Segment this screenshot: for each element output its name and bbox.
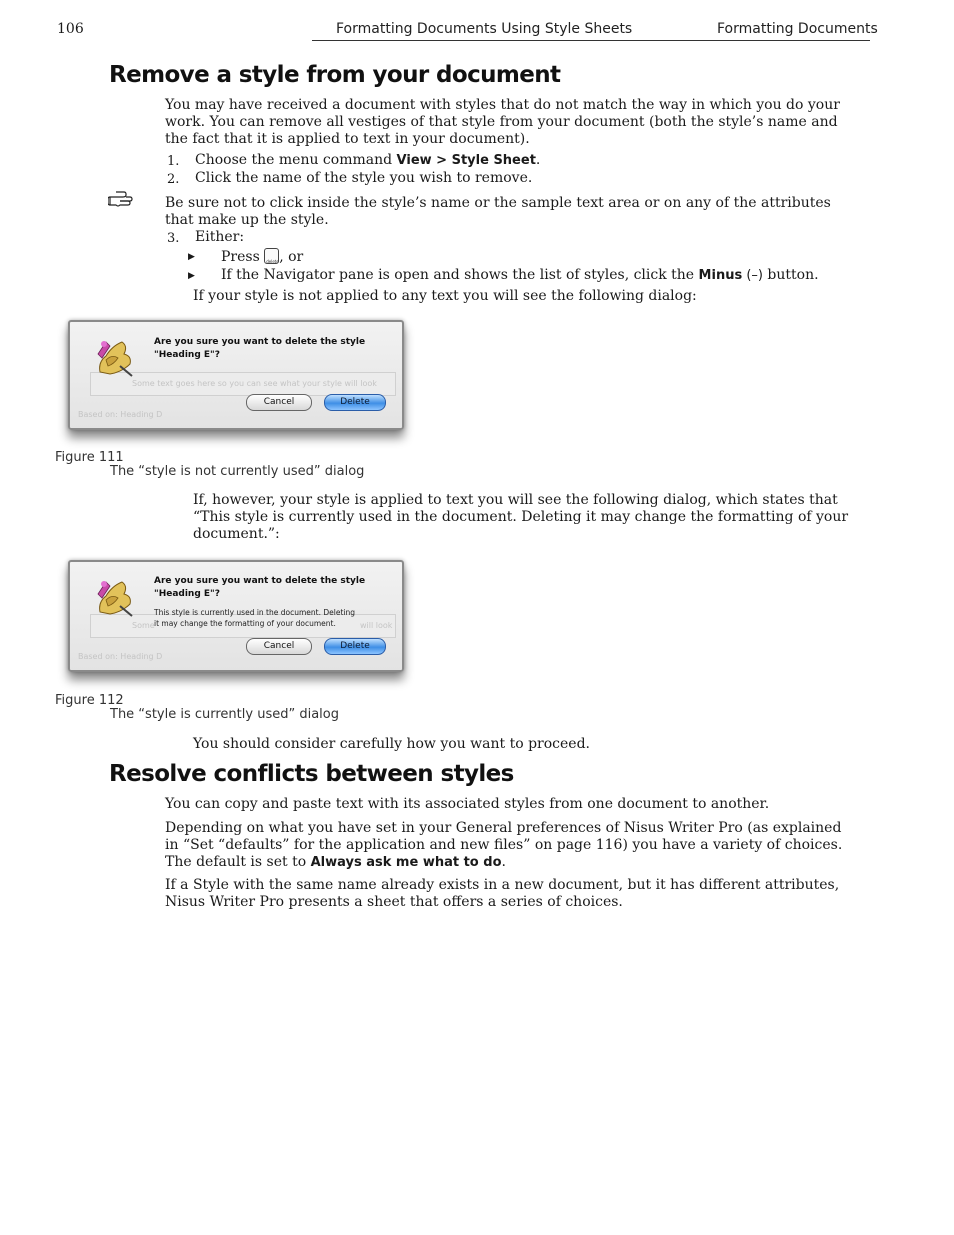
bullet-text-pre: If the Navigator pane is open and shows the list of styles, click the xyxy=(221,267,699,283)
always-ask-option: Always ask me what to do xyxy=(310,855,502,870)
bullet-marker-icon: ▶ xyxy=(188,252,195,262)
intro-paragraph: You may have received a document with styles that do not match the way in which you do your work. You can remove all vestiges of that style from your document (both the style’s name and the fact that it is applied to text in your document). xyxy=(165,97,840,147)
same-name-paragraph: If a Style with the same name already exists in a new document, but it has different attributes, Nisus Writer Pro presents a sheet that offers a series of choices. xyxy=(165,877,840,910)
step-number: 2. xyxy=(167,172,180,187)
copy-paste-paragraph: You can copy and paste text with its associated styles from one document to another. xyxy=(165,796,770,812)
section-heading-resolve-conflicts: Resolve conflicts between styles xyxy=(109,761,514,787)
bullet-text xyxy=(221,248,303,266)
dialog-title-line: "Heading E"? xyxy=(154,589,220,599)
section-heading-remove-style: Remove a style from your document xyxy=(109,62,561,88)
bullet-text-pre: Press xyxy=(221,249,265,265)
preferences-text: Depending on what you have set in your General preferences of Nisus Writer Pro (as explained in “Set “defaults” for the application and new files” on page 116) you have a variety of choices. The default is set to xyxy=(165,820,843,870)
dialog-title-line: Are you sure you want to delete the style xyxy=(154,576,366,586)
bullet-text-post: , or xyxy=(279,249,304,265)
preferences-text-post: . xyxy=(501,854,506,870)
ghost-based-on: Based on: Heading D xyxy=(78,652,163,661)
step-text-post: . xyxy=(535,152,541,168)
step-text: Either: xyxy=(195,229,245,245)
bullet-text xyxy=(221,267,819,284)
header-rule xyxy=(312,40,870,41)
dialog-lead-in: If your style is not applied to any text you will see the following dialog: xyxy=(193,288,697,304)
figure-112-label: Figure 112 xyxy=(55,693,124,708)
delete-button[interactable]: Delete xyxy=(324,638,386,655)
running-header-chapter: Formatting Documents Using Style Sheets xyxy=(336,21,633,37)
delete-style-dialog xyxy=(68,320,404,430)
dialog-message xyxy=(154,607,355,629)
dialog-title-line: Are you sure you want to delete the style xyxy=(154,337,366,347)
nisus-writer-app-icon xyxy=(92,332,140,380)
delete-button[interactable]: Delete xyxy=(324,394,386,411)
cancel-button[interactable]: Cancel xyxy=(246,394,312,411)
figure-111-image xyxy=(68,320,404,430)
page-number: 106 xyxy=(57,21,84,37)
figure-111-label: Figure 111 xyxy=(55,450,124,465)
figure-112-image xyxy=(68,560,404,672)
menu-command: View > Style Sheet xyxy=(396,153,536,168)
proceed-paragraph: You should consider carefully how you want to proceed. xyxy=(193,736,590,752)
step-number: 3. xyxy=(167,231,180,246)
dialog-title xyxy=(154,575,365,601)
step-text-pre: Choose the menu command xyxy=(195,152,397,168)
ghost-sample-text: Some text goes here so you can see what your style will look xyxy=(132,379,377,388)
ghost-sample-text: Some xyxy=(132,621,155,630)
minus-symbol: (–) xyxy=(742,268,763,283)
dialog-title-line: "Heading E"? xyxy=(154,350,220,360)
preferences-paragraph xyxy=(165,820,850,871)
dialog-message-line: it may change the formatting of your document. xyxy=(154,619,336,628)
dialog-title xyxy=(154,336,365,362)
step-text xyxy=(195,152,540,169)
dialog-message-line: This style is currently used in the document. Deleting xyxy=(154,608,355,617)
ghost-sample-text-end: will look xyxy=(360,621,393,630)
delete-style-dialog xyxy=(68,560,404,672)
minus-command: Minus xyxy=(698,268,743,283)
ghost-based-on: Based on: Heading D xyxy=(78,410,163,419)
step-text: Click the name of the style you wish to remove. xyxy=(195,170,533,186)
note-text: Be sure not to click inside the style’s name or the sample text area or on any of the attributes that make up the style. xyxy=(165,195,831,228)
figure-112-caption: The “style is currently used” dialog xyxy=(110,707,339,722)
pointing-hand-icon xyxy=(108,190,136,210)
currently-used-paragraph: If, however, your style is applied to text you will see the following dialog, which states that “This style is currently used in the document. Deleting it may change the formatting of your document.”: xyxy=(193,492,849,542)
bullet-marker-icon: ▶ xyxy=(188,271,195,281)
figure-111-caption: The “style is not currently used” dialog xyxy=(110,464,365,479)
delete-key-icon: delete xyxy=(264,248,279,264)
step-number: 1. xyxy=(167,154,180,169)
running-header-section: Formatting Documents xyxy=(717,21,878,37)
bullet-text-post: button. xyxy=(762,267,819,283)
nisus-writer-app-icon xyxy=(92,572,140,620)
cancel-button[interactable]: Cancel xyxy=(246,638,312,655)
